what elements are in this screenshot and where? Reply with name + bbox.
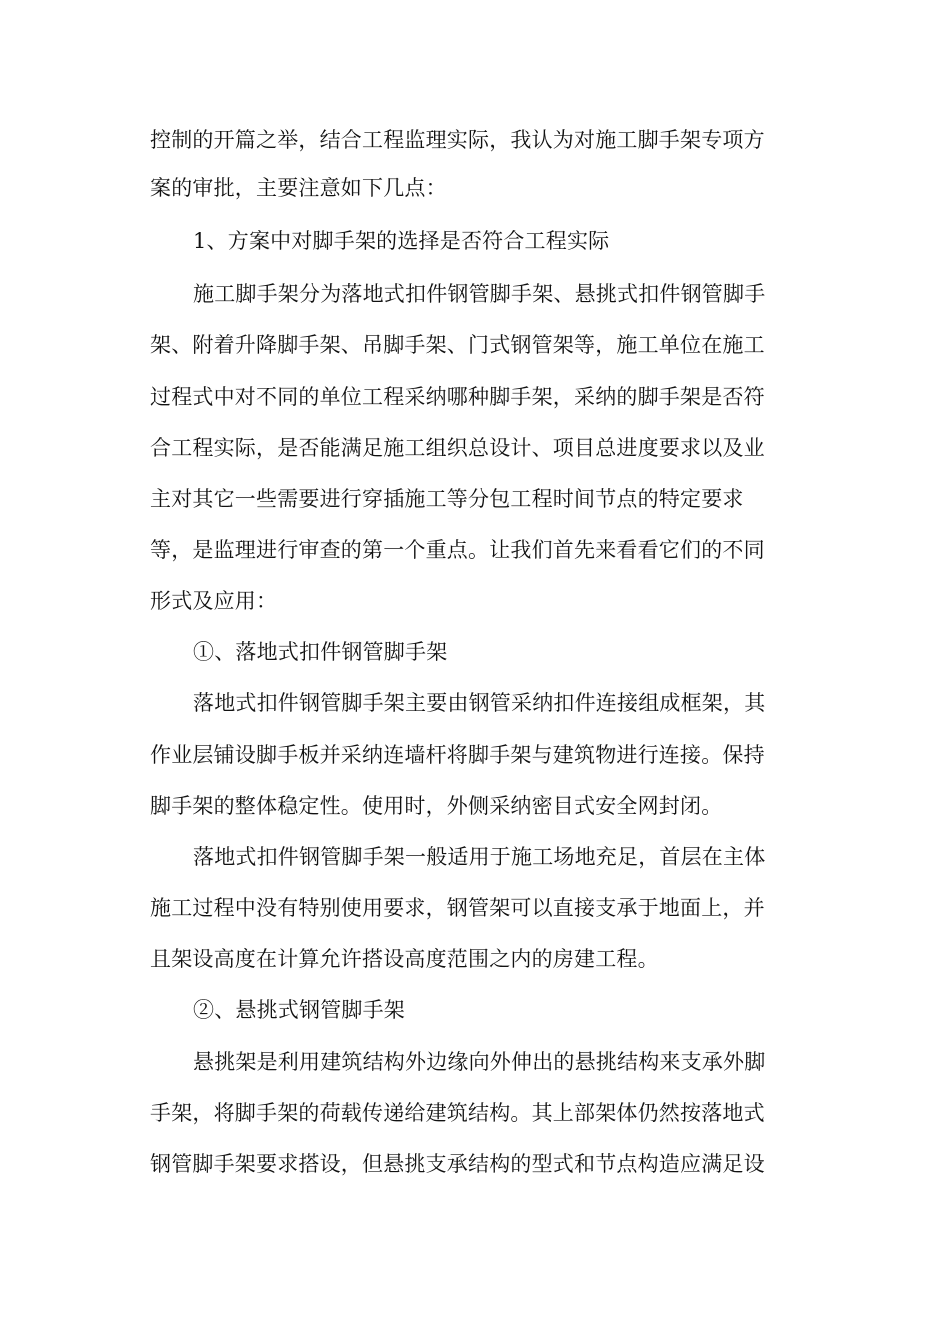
text-line: 脚手架的整体稳定性。使用时，外侧采纳密目式安全网封闭。: [150, 794, 723, 818]
text-line: 形式及应用：: [150, 589, 278, 613]
text-line: 作业层铺设脚手板并采纳连墙杆将脚手架与建筑物进行连接。保持: [150, 743, 765, 767]
text-line: 案的审批，主要注意如下几点：: [150, 176, 447, 200]
text-line: 过程式中对不同的单位工程采纳哪种脚手架，采纳的脚手架是否符: [150, 385, 765, 409]
paragraph-first-line: 悬挑架是利用建筑结构外边缘向外伸出的悬挑结构来支承外脚: [193, 1050, 766, 1074]
text-line: 钢管脚手架要求搭设，但悬挑支承结构的型式和节点构造应满足设: [150, 1152, 765, 1176]
paragraph-first-line: 落地式扣件钢管脚手架主要由钢管采纳扣件连接组成框架，其: [193, 691, 766, 715]
text-line: 合工程实际，是否能满足施工组织总设计、项目总进度要求以及业: [150, 436, 765, 460]
text-line: 控制的开篇之举，结合工程监理实际，我认为对施工脚手架专项方: [150, 128, 765, 152]
subsection-heading: ①、落地式扣件钢管脚手架: [193, 640, 448, 664]
text-line: 架、附着升降脚手架、吊脚手架、门式钢管架等，施工单位在施工: [150, 333, 765, 357]
subsection-heading: ②、悬挑式钢管脚手架: [193, 998, 405, 1022]
text-line: 且架设高度在计算允许搭设高度范围之内的房建工程。: [150, 947, 659, 971]
text-line: 施工过程中没有特别使用要求，钢管架可以直接支承于地面上，并: [150, 896, 765, 920]
section-heading: 1、方案中对脚手架的选择是否符合工程实际: [193, 229, 610, 253]
paragraph-first-line: 施工脚手架分为落地式扣件钢管脚手架、悬挑式扣件钢管脚手: [193, 282, 766, 306]
text-line: 等，是监理进行审查的第一个重点。让我们首先来看看它们的不同: [150, 538, 765, 562]
text-line: 主对其它一些需要进行穿插施工等分包工程时间节点的特定要求: [150, 487, 744, 511]
paragraph-first-line: 落地式扣件钢管脚手架一般适用于施工场地充足，首层在主体: [193, 845, 766, 869]
text-line: 手架，将脚手架的荷载传递给建筑结构。其上部架体仍然按落地式: [150, 1101, 765, 1125]
